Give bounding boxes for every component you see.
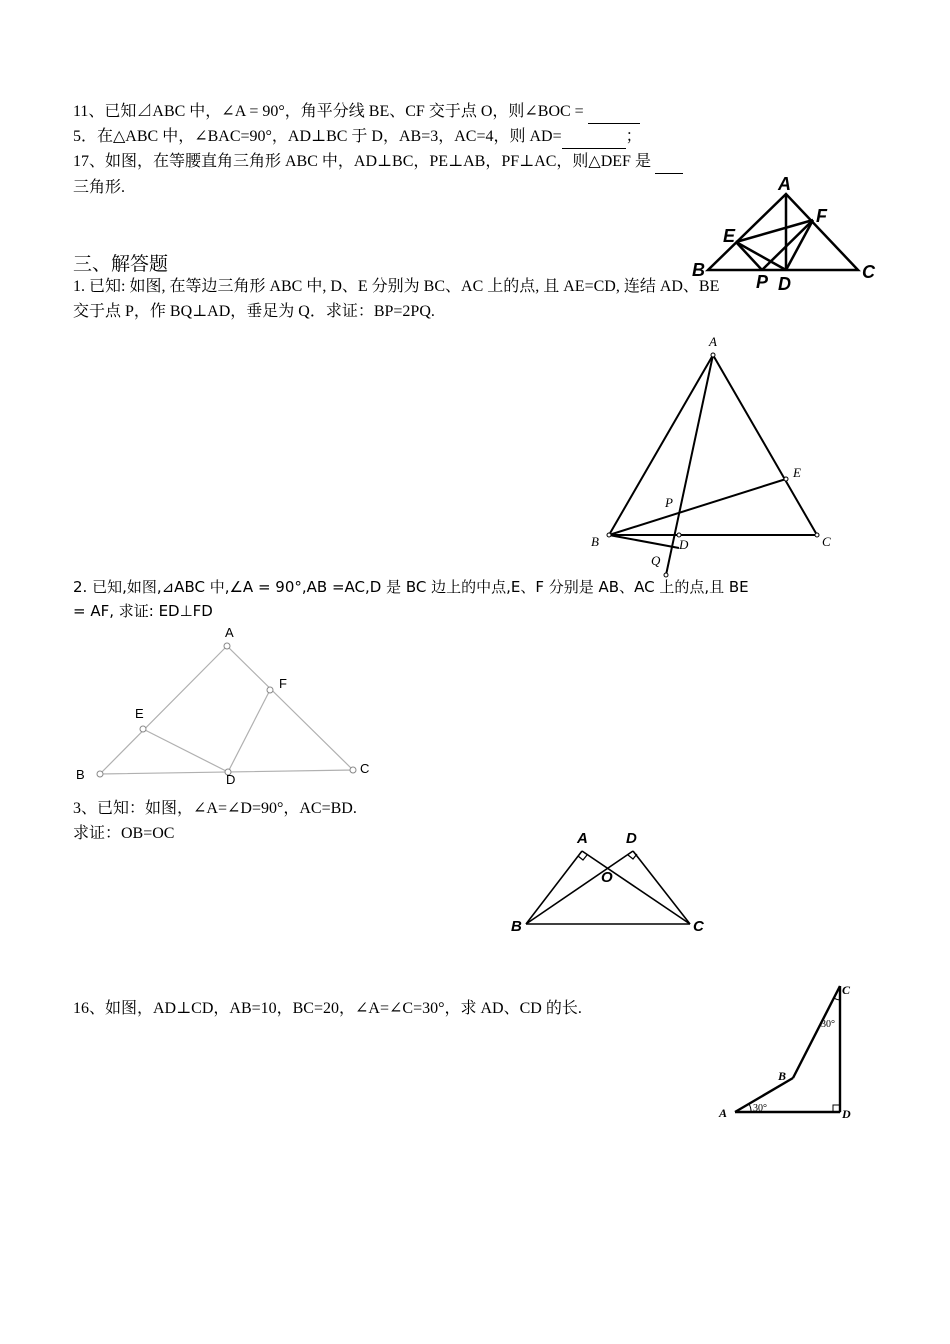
label-a: A bbox=[225, 625, 234, 640]
label-c: C bbox=[360, 761, 370, 776]
label-c: C bbox=[862, 262, 875, 282]
figure-3 bbox=[505, 825, 720, 940]
label-e: E bbox=[793, 465, 801, 480]
label-a: A bbox=[778, 174, 791, 194]
angle-a-label: 30° bbox=[753, 1103, 767, 1114]
figure-2 bbox=[70, 622, 380, 792]
label-f: F bbox=[816, 206, 827, 226]
label-a: A bbox=[577, 830, 588, 847]
label-b: B bbox=[511, 918, 522, 935]
question-11-text: 11、已知⊿ABC 中，∠A = 90°，角平分线 BE、CF 交于点 O，则∠BOC = bbox=[73, 103, 584, 120]
label-a: A bbox=[719, 1106, 728, 1120]
label-e: E bbox=[723, 226, 736, 246]
label-f: F bbox=[279, 676, 287, 691]
label-c: C bbox=[693, 918, 704, 935]
label-d: D bbox=[226, 772, 236, 787]
problem-2-line2: = AF, 求证: ED⊥FD bbox=[73, 602, 213, 620]
problem-16: 16、如图，AD⊥CD，AB=10，BC=20，∠A=∠C=30°，求 AD、CD 的长. bbox=[73, 1000, 582, 1017]
figure-16 bbox=[715, 980, 865, 1125]
question-5-text: 5．在△ABC 中，∠BAC=90°，AD⊥BC 于 D，AB=3，AC=4，则 AD= bbox=[73, 128, 562, 145]
question-17-text: 17、如图，在等腰直角三角形 ABC 中，AD⊥BC，PE⊥AB，PF⊥AC，则△DEF 是 bbox=[73, 153, 651, 170]
label-d: D bbox=[778, 274, 791, 294]
question-5-tail: ； bbox=[625, 128, 642, 145]
answer-blank[interactable] bbox=[588, 101, 640, 124]
label-c: C bbox=[822, 534, 831, 549]
label-a: A bbox=[709, 334, 717, 349]
label-o: O bbox=[601, 869, 613, 886]
label-c: C bbox=[842, 983, 851, 997]
section-title: 三、解答题 bbox=[73, 253, 169, 275]
label-e: E bbox=[135, 706, 144, 721]
answer-blank[interactable] bbox=[655, 151, 683, 174]
question-11 bbox=[73, 101, 640, 124]
question-5 bbox=[73, 126, 642, 149]
problem-1-line2: 交于点 P，作 BQ⊥AD，垂足为 Q．求证：BP=2PQ. bbox=[73, 303, 435, 320]
question-17 bbox=[73, 151, 683, 174]
problem-2-line1: 2. 已知,如图,⊿ABC 中,∠A = 90°,AB =AC,D 是 BC 边上的中点,E、F 分别是 AB、AC 上的点,且 BE bbox=[73, 578, 749, 596]
label-p: P bbox=[665, 495, 673, 510]
label-d: D bbox=[842, 1107, 851, 1121]
angle-c-label: 30° bbox=[821, 1019, 835, 1030]
label-p: P bbox=[756, 272, 769, 292]
label-b: B bbox=[692, 260, 705, 280]
label-b: B bbox=[778, 1069, 787, 1083]
label-b: B bbox=[591, 534, 599, 549]
figure-1 bbox=[585, 330, 845, 585]
question-17-line2: 三角形. bbox=[73, 179, 126, 196]
label-d: D bbox=[679, 537, 689, 552]
problem-1-line1: 1. 已知: 如图, 在等边三角形 ABC 中, D、E 分别为 BC、AC 上的点, 且 AE=CD, 连结 AD、BE bbox=[73, 278, 720, 295]
answer-blank[interactable] bbox=[562, 126, 626, 149]
label-d: D bbox=[626, 830, 637, 847]
problem-3-line1: 3、已知：如图，∠A=∠D=90°，AC=BD. bbox=[73, 800, 357, 817]
problem-3-line2: 求证：OB=OC bbox=[73, 825, 175, 842]
figure-17 bbox=[690, 172, 890, 292]
label-q: Q bbox=[651, 553, 661, 568]
label-b: B bbox=[76, 767, 85, 782]
